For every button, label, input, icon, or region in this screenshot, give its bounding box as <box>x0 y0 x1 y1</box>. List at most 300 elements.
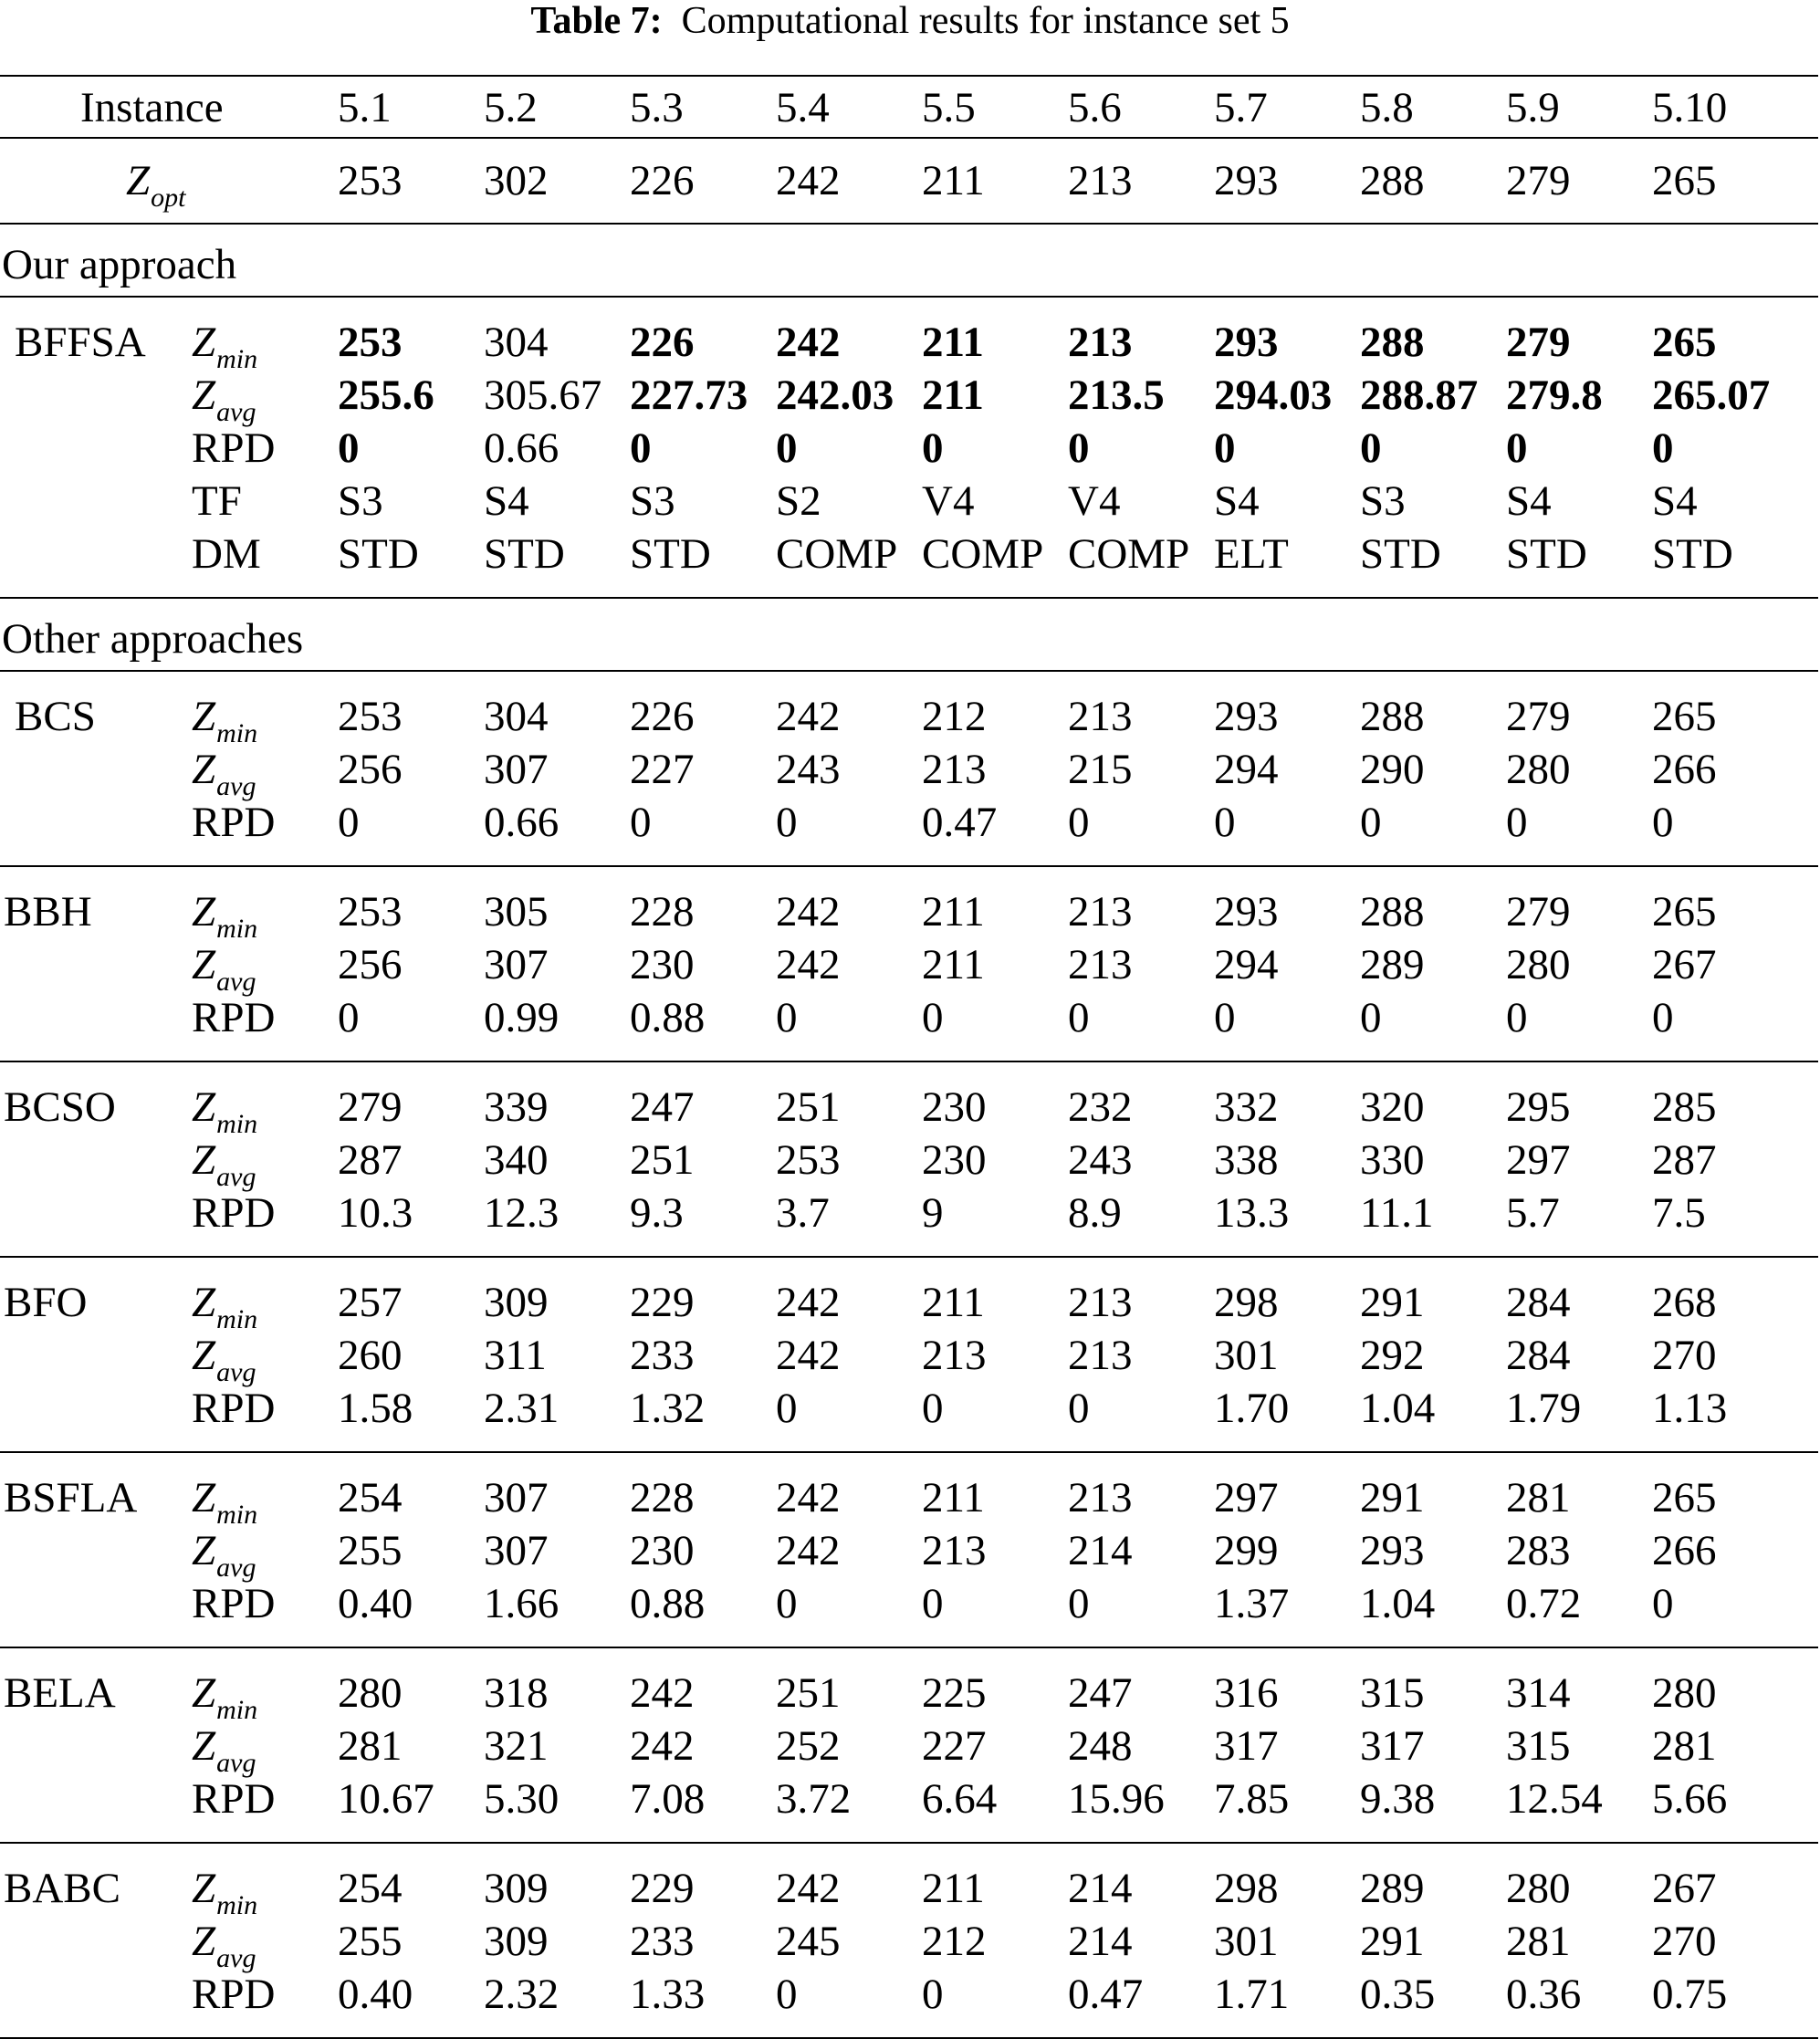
table-cell: 280 <box>1506 1865 1571 1912</box>
table-cell: 0.40 <box>338 1971 413 2018</box>
row-label-zavg <box>192 1721 256 1778</box>
table-cell: 11.1 <box>1360 1189 1434 1237</box>
table-cell: 299 <box>1214 1527 1279 1574</box>
variable-symbol: Z <box>192 941 216 988</box>
table-cell: 0 <box>1214 994 1236 1041</box>
table-cell: 5.30 <box>484 1775 560 1823</box>
table-cell: 215 <box>1068 746 1133 793</box>
zopt-value: 213 <box>1068 157 1133 204</box>
row-label-zavg <box>192 745 256 801</box>
variable-subscript: min <box>216 913 258 944</box>
table-cell: 242 <box>776 1474 841 1521</box>
zopt-label <box>126 156 186 213</box>
table-cell: COMP <box>776 530 898 578</box>
row-label-zmin <box>192 887 258 944</box>
table-cell: 316 <box>1214 1669 1279 1717</box>
table-cell: 292 <box>1360 1332 1425 1379</box>
instance-id: 5.2 <box>484 84 538 131</box>
table-cell: 332 <box>1214 1083 1279 1131</box>
table-cell: 267 <box>1652 1865 1717 1912</box>
instance-id: 5.4 <box>776 84 830 131</box>
row-label-zmin <box>192 1668 258 1725</box>
table-cell: 242 <box>776 1527 841 1574</box>
caption-label: Table 7: <box>530 0 663 42</box>
table-cell: 0 <box>1652 1580 1674 1627</box>
table-cell: STD <box>1506 530 1587 578</box>
table-cell: 213 <box>1068 888 1133 936</box>
table-cell: 0 <box>776 424 798 472</box>
zopt-value: 279 <box>1506 157 1571 204</box>
table-cell: 0 <box>776 1971 798 2018</box>
table-cell: 304 <box>484 693 549 740</box>
table-cell: S3 <box>630 477 675 525</box>
table-cell: 254 <box>338 1474 403 1521</box>
method-rule <box>0 1061 1818 1062</box>
table-cell: 270 <box>1652 1332 1717 1379</box>
table-cell: S3 <box>1360 477 1406 525</box>
row-label-zmin <box>192 1473 258 1530</box>
zopt-value: 253 <box>338 157 403 204</box>
table-cell: 5.66 <box>1652 1775 1728 1823</box>
row-label-zavg <box>192 371 256 427</box>
method-name: BELA <box>4 1669 116 1717</box>
table-cell: 288 <box>1360 319 1425 366</box>
table-cell: 1.33 <box>630 1971 706 2018</box>
variable-subscript: avg <box>216 1747 256 1778</box>
table-cell: 309 <box>484 1279 549 1326</box>
variable-subscript: min <box>216 1889 258 1920</box>
zopt-value: 302 <box>484 157 549 204</box>
table-cell: 245 <box>776 1918 841 1965</box>
variable-symbol: Z <box>192 888 216 936</box>
table-cell: 288 <box>1360 888 1425 936</box>
table-cell: 270 <box>1652 1918 1717 1965</box>
table-cell: 0.40 <box>338 1580 413 1627</box>
table-cell: 230 <box>922 1083 987 1131</box>
method-rule <box>0 597 1818 599</box>
zopt-value: 242 <box>776 157 841 204</box>
table-cell: 291 <box>1360 1474 1425 1521</box>
table-cell: 0 <box>922 1971 944 2018</box>
table-cell: 279 <box>338 1083 403 1131</box>
variable-subscript: avg <box>216 966 256 997</box>
table-cell: ELT <box>1214 530 1289 578</box>
table-cell: 297 <box>1506 1136 1571 1184</box>
row-label-zavg <box>192 1331 256 1387</box>
variable-symbol: Z <box>192 1474 216 1521</box>
table-cell: 0 <box>776 994 798 1041</box>
table-cell: 233 <box>630 1332 695 1379</box>
table-cell: 0 <box>1068 1580 1090 1627</box>
table-cell: 293 <box>1214 888 1279 936</box>
table-cell: 0 <box>922 1580 944 1627</box>
table-cell: 253 <box>338 319 403 366</box>
table-cell: 293 <box>1360 1527 1425 1574</box>
table-cell: 211 <box>922 888 985 936</box>
table-cell: 10.67 <box>338 1775 434 1823</box>
table-cell: 214 <box>1068 1865 1133 1912</box>
table-cell: 257 <box>338 1279 403 1326</box>
table-cell: 0.75 <box>1652 1971 1728 2018</box>
table-cell: 301 <box>1214 1918 1279 1965</box>
table-cell: 281 <box>1506 1918 1571 1965</box>
table-cell: 1.32 <box>630 1385 706 1432</box>
table-cell: S4 <box>484 477 529 525</box>
table-cell: 227 <box>630 746 695 793</box>
row-label: RPD <box>192 1580 276 1627</box>
table-cell: 0 <box>1506 994 1528 1041</box>
table-cell: 1.58 <box>338 1385 413 1432</box>
table-cell: 7.08 <box>630 1775 706 1823</box>
table-cell: 291 <box>1360 1279 1425 1326</box>
table-cell: 252 <box>776 1722 841 1770</box>
table-cell: 256 <box>338 746 403 793</box>
table-cell: 330 <box>1360 1136 1425 1184</box>
method-rule <box>0 1647 1818 1648</box>
table-cell: 253 <box>338 888 403 936</box>
table-cell: 3.72 <box>776 1775 852 1823</box>
table-cell: 251 <box>630 1136 695 1184</box>
table-cell: 1.79 <box>1506 1385 1582 1432</box>
table-cell: 304 <box>484 319 549 366</box>
table-cell: 213 <box>922 746 987 793</box>
table-cell: 1.37 <box>1214 1580 1290 1627</box>
table-cell: 0 <box>338 799 360 846</box>
row-label: RPD <box>192 1775 276 1823</box>
table-cell: 255 <box>338 1527 403 1574</box>
table-cell: 6.64 <box>922 1775 998 1823</box>
method-rule <box>0 1256 1818 1258</box>
table-cell: 255.6 <box>338 371 434 419</box>
table-cell: 0 <box>1068 1385 1090 1432</box>
table-cell: 228 <box>630 1474 695 1521</box>
table-cell: 318 <box>484 1669 549 1717</box>
variable-symbol: Z <box>192 1136 216 1184</box>
table-cell: 213 <box>922 1527 987 1574</box>
table-cell: 0.88 <box>630 1580 706 1627</box>
table-cell: 289 <box>1360 1865 1425 1912</box>
method-name: BSFLA <box>4 1474 138 1521</box>
method-rule <box>0 1451 1818 1453</box>
variable-symbol: Z <box>126 157 151 204</box>
table-cell: 265 <box>1652 319 1717 366</box>
table-cell: 280 <box>1652 1669 1717 1717</box>
instance-id: 5.8 <box>1360 84 1414 131</box>
row-label: RPD <box>192 424 276 472</box>
table-cell: 280 <box>1506 941 1571 988</box>
table-cell: 0 <box>1652 799 1674 846</box>
variable-subscript: min <box>216 1499 258 1530</box>
table-cell: 0 <box>1506 424 1528 472</box>
table-cell: 242.03 <box>776 371 894 419</box>
variable-symbol: Z <box>192 1279 216 1326</box>
table-cell: 211 <box>922 1865 985 1912</box>
table-cell: STD <box>1360 530 1441 578</box>
table-cell: 289 <box>1360 941 1425 988</box>
table-cell: 211 <box>922 319 984 366</box>
table-cell: 242 <box>776 1332 841 1379</box>
instance-id: 5.10 <box>1652 84 1728 131</box>
top-rule <box>0 75 1818 77</box>
table-cell: S4 <box>1506 477 1552 525</box>
variable-symbol: Z <box>192 1865 216 1912</box>
table-cell: 213 <box>1068 319 1133 366</box>
table-cell: 338 <box>1214 1136 1279 1184</box>
table-cell: 13.3 <box>1214 1189 1290 1237</box>
row-label: RPD <box>192 1971 276 2018</box>
table-cell: 230 <box>922 1136 987 1184</box>
table-cell: 281 <box>1652 1722 1717 1770</box>
row-label: TF <box>192 477 242 525</box>
table-cell: 211 <box>922 371 984 419</box>
variable-symbol: Z <box>192 1918 216 1965</box>
table-cell: 247 <box>630 1083 695 1131</box>
table-cell: 307 <box>484 1527 549 1574</box>
table-cell: 247 <box>1068 1669 1133 1717</box>
zopt-value: 226 <box>630 157 695 204</box>
table-cell: 266 <box>1652 746 1717 793</box>
table-cell: 291 <box>1360 1918 1425 1965</box>
table-cell: STD <box>1652 530 1733 578</box>
row-label-zavg <box>192 1135 256 1192</box>
table-cell: 305 <box>484 888 549 936</box>
table-cell: 1.04 <box>1360 1580 1436 1627</box>
table-cell: 230 <box>630 1527 695 1574</box>
method-name: BFO <box>4 1279 88 1326</box>
table-cell: 0 <box>1068 424 1090 472</box>
table-cell: 0.66 <box>484 424 560 472</box>
method-name: BABC <box>4 1865 120 1912</box>
table-cell: 288.87 <box>1360 371 1479 419</box>
table-cell: 1.13 <box>1652 1385 1728 1432</box>
table-cell: 267 <box>1652 941 1717 988</box>
table-cell: 9.38 <box>1360 1775 1436 1823</box>
method-name: BCSO <box>4 1083 116 1131</box>
table-cell: 255 <box>338 1918 403 1965</box>
method-name: BCS <box>15 693 96 740</box>
instance-header-label: Instance <box>80 84 224 131</box>
table-cell: 213 <box>1068 1474 1133 1521</box>
table-cell: 227 <box>922 1722 987 1770</box>
row-label-zavg <box>192 1526 256 1583</box>
variable-subscript: min <box>216 1108 258 1139</box>
table-cell: 242 <box>776 319 841 366</box>
table-cell: COMP <box>922 530 1044 578</box>
table-cell: 281 <box>1506 1474 1571 1521</box>
method-name: BFFSA <box>15 319 146 366</box>
table-cell: 213 <box>1068 1332 1133 1379</box>
table-cell: 0.36 <box>1506 1971 1582 2018</box>
table-cell: 242 <box>776 693 841 740</box>
table-cell: 243 <box>1068 1136 1133 1184</box>
table-cell: 253 <box>338 693 403 740</box>
table-cell: 214 <box>1068 1527 1133 1574</box>
table-cell: 232 <box>1068 1083 1133 1131</box>
table-cell: 251 <box>776 1083 841 1131</box>
table-cell: 0 <box>1068 994 1090 1041</box>
table-cell: 0.47 <box>1068 1971 1144 2018</box>
row-label-zmin <box>192 1864 258 1920</box>
table-cell: 233 <box>630 1918 695 1965</box>
table-cell: COMP <box>1068 530 1190 578</box>
variable-subscript: min <box>216 717 258 748</box>
row-label: RPD <box>192 1189 276 1237</box>
table-cell: 243 <box>776 746 841 793</box>
table-cell: 307 <box>484 941 549 988</box>
table-cell: 211 <box>922 1474 985 1521</box>
zopt-value: 288 <box>1360 157 1425 204</box>
table-cell: 8.9 <box>1068 1189 1122 1237</box>
table-cell: 279 <box>1506 888 1571 936</box>
table-cell: 283 <box>1506 1527 1571 1574</box>
table-cell: 290 <box>1360 746 1425 793</box>
table-cell: 1.66 <box>484 1580 560 1627</box>
table-cell: 12.3 <box>484 1189 560 1237</box>
table-cell: 314 <box>1506 1669 1571 1717</box>
table-cell: STD <box>484 530 565 578</box>
table-cell: 211 <box>922 1279 985 1326</box>
table-cell: 256 <box>338 941 403 988</box>
table-cell: 0 <box>776 799 798 846</box>
variable-symbol: Z <box>192 693 216 740</box>
variable-symbol: Z <box>192 1669 216 1717</box>
table-cell: 279 <box>1506 693 1571 740</box>
zopt-value: 265 <box>1652 157 1717 204</box>
table-cell: 309 <box>484 1865 549 1912</box>
table-cell: 0 <box>1360 994 1382 1041</box>
table-cell: S4 <box>1652 477 1698 525</box>
table-cell: 242 <box>776 1865 841 1912</box>
table-cell: 1.70 <box>1214 1385 1290 1432</box>
method-rule <box>0 865 1818 867</box>
row-label: RPD <box>192 994 276 1041</box>
table-cell: 0 <box>1068 799 1090 846</box>
variable-symbol: Z <box>192 746 216 793</box>
method-name: BBH <box>4 888 92 936</box>
variable-subscript: avg <box>216 1161 256 1192</box>
table-cell: 1.04 <box>1360 1385 1436 1432</box>
table-cell: 3.7 <box>776 1189 830 1237</box>
table-cell: 213.5 <box>1068 371 1165 419</box>
variable-symbol: Z <box>192 319 216 366</box>
row-label: RPD <box>192 1385 276 1432</box>
table-cell: 320 <box>1360 1083 1425 1131</box>
table-cell: 268 <box>1652 1279 1717 1326</box>
table-cell: 0 <box>922 424 944 472</box>
table-cell: 2.32 <box>484 1971 560 2018</box>
table-cell: 287 <box>1652 1136 1717 1184</box>
table-cell: 0 <box>630 424 652 472</box>
table-cell: 10.3 <box>338 1189 413 1237</box>
variable-subscript: opt <box>151 182 186 213</box>
table-cell: 0 <box>338 994 360 1041</box>
table-cell: 298 <box>1214 1865 1279 1912</box>
table-cell: 254 <box>338 1865 403 1912</box>
section-rule <box>0 670 1818 672</box>
table-cell: 265 <box>1652 1474 1717 1521</box>
table-cell: 0.47 <box>922 799 998 846</box>
variable-symbol: Z <box>192 1722 216 1770</box>
table-cell: 284 <box>1506 1332 1571 1379</box>
variable-subscript: avg <box>216 1552 256 1583</box>
table-cell: 248 <box>1068 1722 1133 1770</box>
table-cell: 0 <box>922 1385 944 1432</box>
zopt-value: 211 <box>922 157 985 204</box>
row-label-zmin <box>192 318 258 374</box>
table-cell: 0.35 <box>1360 1971 1436 2018</box>
zopt-rule <box>0 223 1818 225</box>
table-cell: 230 <box>630 941 695 988</box>
table-cell: 227.73 <box>630 371 748 419</box>
row-label: RPD <box>192 799 276 846</box>
section-rule <box>0 296 1818 298</box>
table-cell: 213 <box>1068 693 1133 740</box>
table-cell: 340 <box>484 1136 549 1184</box>
table-cell: 294.03 <box>1214 371 1333 419</box>
table-cell: 311 <box>484 1332 547 1379</box>
table-cell: 7.85 <box>1214 1775 1290 1823</box>
table-cell: 212 <box>922 693 987 740</box>
row-label-zmin <box>192 1278 258 1334</box>
table-cell: 0 <box>776 1580 798 1627</box>
table-cell: 285 <box>1652 1083 1717 1131</box>
table-cell: 1.71 <box>1214 1971 1290 2018</box>
variable-subscript: min <box>216 343 258 374</box>
table-cell: 212 <box>922 1918 987 1965</box>
table-cell: 242 <box>776 941 841 988</box>
table-cell: 0.88 <box>630 994 706 1041</box>
variable-subscript: avg <box>216 1942 256 1973</box>
instance-id: 5.6 <box>1068 84 1122 131</box>
table-cell: 9.3 <box>630 1189 684 1237</box>
table-cell: 242 <box>630 1722 695 1770</box>
table-cell: 242 <box>630 1669 695 1717</box>
section-title: Other approaches <box>2 615 304 663</box>
variable-subscript: avg <box>216 770 256 801</box>
table-cell: 0 <box>1652 994 1674 1041</box>
table-cell: 253 <box>776 1136 841 1184</box>
table-cell: 5.7 <box>1506 1189 1560 1237</box>
table-cell: 266 <box>1652 1527 1717 1574</box>
table-cell: 242 <box>776 888 841 936</box>
table-cell: 0 <box>1214 424 1236 472</box>
table-cell: 294 <box>1214 746 1279 793</box>
table-cell: 0.72 <box>1506 1580 1582 1627</box>
table-cell: 213 <box>1068 1279 1133 1326</box>
table-cell: STD <box>338 530 419 578</box>
instance-id: 5.3 <box>630 84 684 131</box>
instance-id: 5.7 <box>1214 84 1268 131</box>
row-label-zmin <box>192 1082 258 1139</box>
table-cell: V4 <box>922 477 975 525</box>
table-cell: 213 <box>1068 941 1133 988</box>
table-cell: 0 <box>1214 799 1236 846</box>
table-cell: 317 <box>1214 1722 1279 1770</box>
table-cell: 9 <box>922 1189 944 1237</box>
table-cell: 211 <box>922 941 985 988</box>
method-rule <box>0 1842 1818 1844</box>
table-cell: 301 <box>1214 1332 1279 1379</box>
table-cell: 280 <box>338 1669 403 1717</box>
table-cell: 214 <box>1068 1918 1133 1965</box>
table-cell: 317 <box>1360 1722 1425 1770</box>
table-cell: 0.99 <box>484 994 560 1041</box>
table-cell: 305.67 <box>484 371 602 419</box>
table-cell: 0 <box>776 1385 798 1432</box>
table-cell: 288 <box>1360 693 1425 740</box>
row-label-zavg <box>192 1917 256 1973</box>
variable-symbol: Z <box>192 371 216 419</box>
